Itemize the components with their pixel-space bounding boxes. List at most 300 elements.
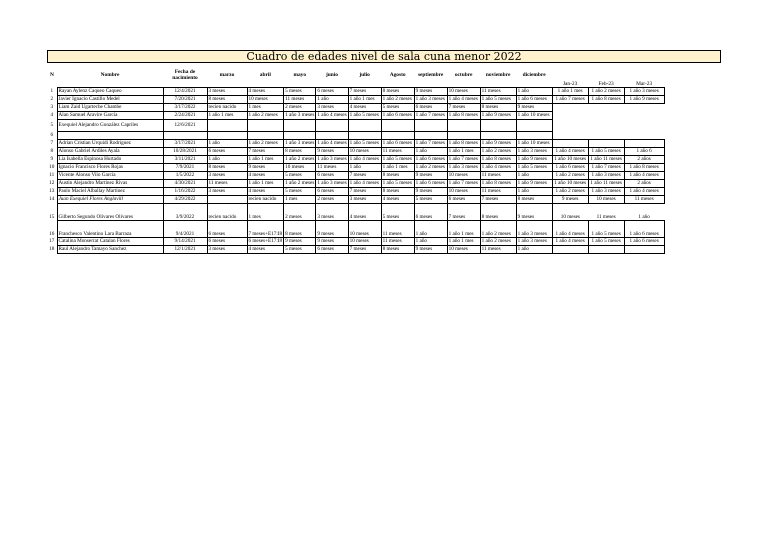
age-cell: 1 año 7 meses — [414, 139, 447, 147]
table-row — [47, 139, 664, 147]
age-cell: 5 meses — [284, 87, 316, 95]
age-cell: 1 año 11 meses — [588, 155, 624, 163]
age-cell — [247, 131, 284, 139]
age-cell: 1 año 8 meses — [624, 163, 664, 171]
age-cell: 1 año 4 meses — [480, 163, 516, 171]
age-cell: 1 año 9 meses — [624, 95, 664, 103]
child-name: Gilberto Segundo Olivares Olivares — [57, 203, 163, 220]
age-cell — [480, 131, 516, 139]
birth-date: 2/24/2021 — [163, 111, 207, 119]
age-cell: 1 mes — [284, 195, 316, 203]
age-cell: 7 meses — [348, 171, 381, 179]
header-month: mayo — [293, 71, 307, 78]
age-cell: 1 año 9 meses — [480, 111, 516, 119]
age-cell — [588, 111, 624, 119]
age-cell: 1 año 5 meses — [516, 163, 552, 171]
age-cell: 10 meses — [447, 87, 480, 95]
header-extra: Feb-23 — [598, 80, 614, 87]
table-row — [47, 163, 664, 171]
age-cell: 5 meses — [284, 245, 316, 253]
age-cell: 1 año 7 meses — [588, 163, 624, 171]
age-cell: 1 año 2 meses — [247, 111, 284, 119]
birth-date: 1/5/2022 — [163, 171, 207, 179]
age-cell: 8 meses — [284, 220, 316, 237]
age-cell: 8 meses — [284, 147, 316, 155]
age-cell: 1 año 3 meses — [516, 147, 552, 155]
age-cell: 6 meses — [207, 220, 247, 237]
birth-date: 12/6/2021 — [163, 119, 207, 131]
age-cell: 1 año 5 meses — [588, 147, 624, 155]
age-cell: 11 meses — [596, 213, 616, 220]
header-month: octubre — [454, 71, 473, 78]
age-cell: 7 meses — [480, 195, 516, 203]
age-cell — [588, 103, 624, 111]
table-row — [47, 245, 664, 253]
age-cell: 1 año 9 meses — [516, 155, 552, 163]
age-cell: 1 año 5 meses — [588, 237, 624, 245]
age-cell: 1 año 10 meses — [516, 111, 552, 119]
age-cell — [516, 119, 552, 131]
row-number: 17 — [49, 238, 55, 244]
age-cell: 6 meses — [207, 147, 247, 155]
age-cell — [207, 195, 247, 203]
birth-date: 7/20/2021 — [163, 95, 207, 103]
age-cell — [480, 119, 516, 131]
header-extra: Jan-23 — [562, 80, 578, 87]
row-number: 5 — [50, 122, 54, 128]
age-cell: 1 año 8 meses — [447, 111, 480, 119]
age-cell: 11 meses — [480, 245, 516, 253]
age-cell: 8 meses — [381, 245, 414, 253]
age-cell: 6 meses — [316, 245, 348, 253]
age-cell — [414, 119, 447, 131]
age-cell: recien nacido — [207, 203, 247, 220]
age-cell: 1 año 4 meses — [624, 171, 664, 179]
age-cell: 1 año 1 mes — [447, 237, 480, 245]
age-cell: 1 año 1 mes — [447, 220, 480, 237]
age-cell: 1 año 4 meses — [317, 112, 347, 118]
age-cell: 10 meses — [284, 163, 316, 171]
header-month: abril — [259, 71, 271, 78]
age-cell: 11 meses — [624, 195, 664, 203]
age-cell: 2 meses — [284, 103, 316, 111]
table-row — [47, 220, 664, 237]
child-name: Ignacio Francisco Flores Rojas — [57, 163, 163, 171]
age-cell — [588, 119, 624, 131]
age-cell: 6 meses — [207, 237, 247, 245]
age-cell: 1 año 1 mes — [247, 179, 284, 187]
age-cell: 1 año — [207, 155, 247, 163]
age-cell: 9 meses — [284, 237, 316, 245]
age-cell — [624, 245, 664, 253]
age-cell — [414, 131, 447, 139]
header-month: marzo — [219, 71, 235, 78]
age-cell: 4 meses — [381, 195, 414, 203]
age-cell: 9 meses — [247, 163, 284, 171]
age-cell: 1 año 2 meses — [247, 139, 284, 147]
age-cell: recien nacido — [247, 195, 284, 203]
age-cell: 10 meses — [447, 187, 480, 195]
header-n: N — [50, 72, 54, 78]
age-cell: 1 año 3 meses — [285, 140, 315, 146]
age-cell: 1 año 1 mes — [381, 163, 414, 171]
age-cell: 1 año 3 meses — [516, 237, 552, 245]
age-cell: 3 meses — [207, 187, 247, 195]
age-cell: 4 meses — [348, 203, 381, 220]
row-number: 13 — [49, 188, 55, 194]
age-cell: 1 año 3 meses — [414, 95, 447, 103]
age-cell: 1 año — [316, 95, 348, 103]
header-month: noviembre — [485, 71, 511, 78]
age-cell: 1 año 3 meses — [624, 87, 664, 95]
age-cell: 9 meses — [552, 195, 588, 203]
age-cell — [624, 111, 664, 119]
row-number: 3 — [50, 104, 54, 110]
age-cell: 4 meses — [247, 171, 284, 179]
age-cell — [381, 119, 414, 131]
age-cell: 11 meses — [480, 87, 516, 95]
age-cell: 1 año 5 meses — [381, 179, 414, 187]
age-cell: 6 meses — [414, 203, 447, 220]
row-number: 16 — [49, 231, 55, 237]
age-cell: 7 meses — [447, 203, 480, 220]
age-cell: 7 meses — [247, 147, 284, 155]
age-cell — [207, 119, 247, 131]
age-cell: 1 año 2 meses — [552, 171, 588, 179]
age-cell: 11 meses — [381, 237, 414, 245]
age-cell: 1 año 6 meses — [516, 95, 552, 103]
age-cell — [247, 119, 284, 131]
age-cell — [588, 131, 624, 139]
age-cell: 11 meses — [480, 187, 516, 195]
age-cell: 9 meses — [414, 187, 447, 195]
age-cell: 1 año 2 meses — [285, 180, 315, 186]
table-row — [47, 179, 664, 187]
child-name: Adrian Cristian Urquidi Rodriguez — [57, 139, 163, 147]
age-cell: 11 meses — [207, 179, 247, 187]
age-cell: 2 años — [624, 179, 664, 187]
age-cell — [207, 131, 247, 139]
header-month: septiembre — [417, 71, 444, 78]
row-number: 4 — [50, 112, 54, 118]
sheet-title: Cuadro de edades nivel de sala cuna menor 2022 — [47, 50, 721, 63]
birth-date — [163, 131, 207, 139]
age-cell: 2 meses — [316, 195, 348, 203]
age-cell: 9 meses — [316, 237, 348, 245]
age-cell: 3 meses — [207, 87, 247, 95]
age-cell: 1 año 5 meses — [381, 155, 414, 163]
birth-date: 12/1/2021 — [163, 245, 207, 253]
age-cell: 5 meses — [414, 195, 447, 203]
age-cell: 1 año 6 meses — [381, 139, 414, 147]
age-cell: 11 meses — [480, 171, 516, 179]
age-cell: 1 año — [516, 187, 552, 195]
child-name: Raul Alejandro Tamayo Sanchez — [57, 245, 163, 253]
age-cell — [316, 119, 348, 131]
age-cell: 1 año 8 meses — [447, 139, 480, 147]
age-cell: 1 año 2 meses — [285, 156, 315, 162]
age-cell: 1 año 2 meses — [480, 237, 516, 245]
child-name: Liam Zaid Ugarteche Chambe — [57, 103, 163, 111]
age-cell: 8 meses — [516, 195, 552, 203]
table-row — [47, 195, 664, 203]
age-cell: 9 meses — [414, 87, 447, 95]
row-number: 8 — [50, 148, 54, 154]
age-cell: 1 año — [414, 237, 447, 245]
child-name: Exequiel Alejandro González Capriles — [57, 119, 163, 131]
row-number: 11 — [49, 172, 55, 178]
age-cell: 6 meses — [447, 195, 480, 203]
age-cell: 1 año 4 meses — [552, 220, 588, 237]
age-cell — [516, 131, 552, 139]
age-cell: 9 meses — [316, 147, 348, 155]
age-cell: 1 año 2 meses — [480, 220, 516, 237]
header-nombre: Nombre — [100, 71, 120, 78]
age-cell: 10 meses — [588, 195, 624, 203]
table-row — [47, 147, 664, 155]
age-cell: 3 meses — [207, 245, 247, 253]
header-month: diciembre — [522, 71, 546, 78]
age-cell — [588, 139, 624, 147]
child-name: Lia Isabella Espinosa Hurtado — [57, 155, 163, 163]
age-cell — [552, 245, 588, 253]
child-name: Juan Exequiel Flores Anglavill — [57, 195, 163, 203]
age-cell: 11 meses — [284, 95, 316, 103]
age-cell: 4 meses — [247, 187, 284, 195]
age-cell: 5 meses — [381, 203, 414, 220]
row-number: 10 — [49, 164, 55, 170]
header-fecha: Fecha de nacimiento — [172, 68, 198, 81]
child-name: Catalina Monserrat Catalan Flores — [57, 237, 163, 245]
age-cell — [447, 119, 480, 131]
table-row — [47, 87, 664, 95]
header-row — [47, 63, 664, 87]
row-number: 12 — [49, 180, 55, 186]
age-cell: 1 año 7 meses — [447, 155, 480, 163]
age-cell: 1 año 5 meses — [480, 95, 516, 103]
age-cell: 8 meses — [381, 87, 414, 95]
age-cell: 1 año 2 meses — [588, 87, 624, 95]
child-name: Javier Ignacio Castillo Medel — [57, 95, 163, 103]
row-number: 2 — [50, 96, 54, 102]
age-cell: 4 meses — [247, 245, 284, 253]
child-name: Austin Alejandro Martinez Rivas — [57, 179, 163, 187]
age-cell — [552, 131, 588, 139]
table-row — [47, 171, 664, 179]
age-cell: 7 meses — [348, 245, 381, 253]
age-cell: 1 año 5 meses — [348, 111, 381, 119]
age-cell: 1 año — [348, 163, 381, 171]
age-cell: 9 meses — [516, 203, 552, 220]
row-number: 18 — [49, 246, 55, 252]
table-row — [47, 95, 664, 103]
age-cell: 1 año 6 meses — [414, 155, 447, 163]
age-cell — [552, 119, 588, 131]
table-body — [47, 63, 664, 253]
age-cell: 10 meses — [447, 171, 480, 179]
age-cell: 1 año 6 meses — [381, 111, 414, 119]
age-cell: 1 año 3 meses — [516, 220, 552, 237]
birth-date: 4/30/2021 — [163, 179, 207, 187]
table-row — [47, 131, 664, 139]
table-row — [47, 103, 664, 111]
age-cell: 1 año — [414, 147, 447, 155]
age-cell: 1 año 4 meses — [317, 140, 347, 146]
age-cell: 10 meses — [348, 237, 381, 245]
age-cell: 1 mes — [247, 203, 284, 220]
age-cell: 1 año 3 meses — [447, 163, 480, 171]
age-cell — [381, 131, 414, 139]
row-number: 1 — [50, 88, 54, 94]
age-cell: 7 meses — [447, 103, 480, 111]
age-cell: 1 año 10 meses — [552, 155, 588, 163]
age-cell: 10 meses — [348, 220, 381, 237]
age-cell: 10 meses — [447, 245, 480, 253]
age-cell: 11 meses — [381, 220, 414, 237]
age-cell — [588, 245, 624, 253]
age-cell: 1 año 2 meses — [414, 163, 447, 171]
age-cell: 7 meses — [348, 187, 381, 195]
age-cell: 1 año 10 meses — [516, 139, 552, 147]
age-cell: 1 año 1 mes — [247, 155, 284, 163]
age-cell: 6 meses — [414, 103, 447, 111]
age-cell: 1 año 3 meses — [588, 187, 624, 195]
age-cell: 9 meses — [414, 171, 447, 179]
header-extra: Mar-23 — [636, 80, 653, 87]
age-cell: 6 meses — [316, 187, 348, 195]
age-cell: 3 meses — [316, 203, 348, 220]
age-cell — [447, 131, 480, 139]
birth-date: 3/17/2022 — [163, 103, 207, 111]
age-cell: 10 meses — [247, 95, 284, 103]
table-row — [47, 111, 664, 119]
age-cell: 1 año 1 mes — [447, 147, 480, 155]
table-row — [47, 237, 664, 245]
age-cell — [552, 103, 588, 111]
age-cell: 11 meses — [316, 163, 348, 171]
child-name: Rayan Aylenz Caqueo Caqueo — [57, 87, 163, 95]
child-name: Alonso Gabriel Ardiles Ayala — [57, 147, 163, 155]
age-cell: 1 año 6 — [624, 147, 664, 155]
age-cell: 1 año — [516, 245, 552, 253]
age-cell: 1 año 3 meses — [317, 156, 347, 162]
age-cell — [284, 131, 316, 139]
age-cell: 1 año 3 meses — [317, 180, 347, 186]
row-number: 6 — [50, 132, 54, 138]
age-cell: 8 meses — [381, 171, 414, 179]
age-cell: 1 año 4 meses — [624, 187, 664, 195]
age-cell: 3 meses — [348, 195, 381, 203]
age-cell: 3 meses — [316, 103, 348, 111]
row-number: 14 — [49, 196, 55, 202]
age-cell: 1 año 1 mes — [348, 95, 381, 103]
age-cell: 1 año 2 meses — [552, 187, 588, 195]
birth-date: 7/9/2021 — [163, 163, 207, 171]
age-cell: 1 año 4 meses — [552, 237, 588, 245]
row-number: 7 — [50, 140, 54, 146]
age-cell: 11 meses — [381, 147, 414, 155]
birth-date: 1/16/2022 — [163, 187, 207, 195]
age-cell: 1 año 1 mes — [207, 111, 247, 119]
age-cell: 10 meses — [348, 147, 381, 155]
age-cell: 1 año — [207, 139, 247, 147]
age-cell: 1 año 6 meses — [552, 163, 588, 171]
birth-date: 3/9/2022 — [163, 203, 207, 220]
age-cell: 1 año — [638, 213, 650, 220]
child-name: Paulo Maciel Alballay Martinez — [57, 187, 163, 195]
age-cell: 1 año 4 meses — [348, 179, 381, 187]
age-cell: 8 meses — [207, 163, 247, 171]
age-cell — [624, 103, 664, 111]
birth-date: 4/29/2022 — [163, 195, 207, 203]
age-cell: 3 meses — [207, 171, 247, 179]
age-cell — [348, 119, 381, 131]
age-cell: 1 año 4 meses — [348, 155, 381, 163]
age-cell: 1 año 5 meses — [348, 139, 381, 147]
table-row — [47, 187, 664, 195]
age-cell — [552, 139, 588, 147]
age-cell: 1 año 9 meses — [516, 179, 552, 187]
age-cell — [316, 131, 348, 139]
age-cell: 5 meses — [284, 171, 316, 179]
child-name — [57, 131, 163, 139]
age-cell: 4 meses — [247, 87, 284, 95]
age-cell — [624, 119, 664, 131]
age-cell — [624, 139, 664, 147]
age-cell: 6 meses+E17:I8 — [248, 238, 283, 244]
child-name: Franchesco Valentino Lara Barraza — [57, 220, 163, 237]
age-cell: 1 año — [516, 87, 552, 95]
age-cell: 1 año 7 meses — [552, 95, 588, 103]
age-cell: 4 meses — [348, 103, 381, 111]
age-cell: 9 meses — [414, 245, 447, 253]
table-row — [47, 203, 664, 220]
age-cell: 1 año 6 meses — [624, 237, 664, 245]
header-month: Agosto — [389, 71, 406, 78]
birth-date: 3/11/2021 — [163, 155, 207, 163]
age-cell: 2 meses — [284, 203, 316, 220]
birth-date: 9/14/2021 — [163, 237, 207, 245]
age-cell: 10 meses — [560, 213, 580, 220]
age-cell: 1 año 2 meses — [381, 95, 414, 103]
age-cell: 1 año 7 meses — [414, 111, 447, 119]
age-cell: 8 meses — [480, 103, 516, 111]
birth-date: 12/4/2021 — [163, 87, 207, 95]
age-cell: 1 año — [516, 171, 552, 179]
age-cell: 6 meses — [316, 171, 348, 179]
child-name: Alan Samuel Aravire García — [57, 111, 163, 119]
age-cell: 1 año 7 meses — [447, 179, 480, 187]
age-cell: recien nacido — [207, 103, 247, 111]
age-cell: 7 meses — [348, 87, 381, 95]
age-cell — [284, 119, 316, 131]
age-cell: 7 meses+E17:I8 — [247, 220, 284, 237]
birth-date: 9/4/2021 — [163, 220, 207, 237]
age-cell — [624, 131, 664, 139]
age-cell: 1 año 5 meses — [588, 220, 624, 237]
age-cell: 9 meses — [316, 220, 348, 237]
age-cell: 6 meses — [316, 87, 348, 95]
age-cell: 1 año 2 meses — [480, 147, 516, 155]
age-cell: 2 años — [624, 155, 664, 163]
table-row — [47, 119, 664, 131]
age-cell: 9 meses — [516, 103, 552, 111]
age-cell: 1 año 8 meses — [480, 179, 516, 187]
child-name: Vicente Alonso Vilo García — [57, 171, 163, 179]
age-cell: 1 mes — [247, 103, 284, 111]
age-cell: 8 meses — [480, 203, 516, 220]
age-cell: 8 meses — [381, 187, 414, 195]
